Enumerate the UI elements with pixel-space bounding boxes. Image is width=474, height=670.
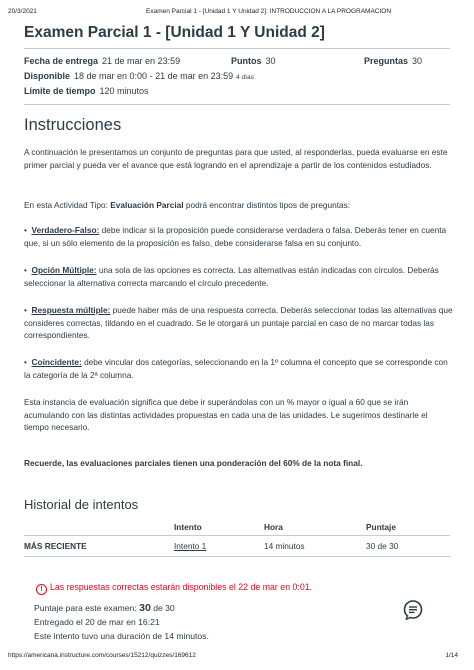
question-type-text: debe vincular dos categorías, seleccionando en la 1º columna el concepto que se corresponde con la categoría de la 2ª columna. <box>24 357 448 380</box>
page-number: 1/14 <box>445 652 458 659</box>
instructions-heading: Instrucciones <box>24 116 122 134</box>
column-header-score: Puntaje <box>366 522 396 532</box>
print-footer <box>8 652 466 662</box>
weighting-reminder-text: Recuerde, las evaluaciones parciales tienen una ponderación del 60% de la nota final. <box>24 458 363 468</box>
print-date: 20/3/2021 <box>8 8 37 15</box>
question-type-item: • Respuesta múltiple: puede haber más de una respuesta correcta. Deberás seleccionar todas las alternativas que consideres correctas, tildando en el cuadrado. Se le otorgará un puntaje parcial en caso de no marcar todas las correspondientes. <box>24 305 453 340</box>
quiz-score <box>34 602 175 614</box>
attempt-score: 30 de 30 <box>366 541 399 551</box>
question-type-item: • Opción Múltiple: una sola de las opciones es correcta. Las alternativas están indicadas con círculos. Deberás seleccionar la alternativa correcta marcando el círculo precedente. <box>24 265 439 288</box>
print-url: https://americana.instructure.com/courses/15212/quizzes/169612 <box>8 652 196 659</box>
available-label: Disponible <box>24 71 71 81</box>
points-row <box>231 56 276 66</box>
quiz-title: Examen Parcial 1 - [Unidad 1 Y Unidad 2] <box>24 24 325 41</box>
attempt-duration: Este intento tuvo una duración de 14 minutos. <box>34 631 209 641</box>
print-document-title: Examen Parcial 1 - [Unidad 1 Y Unidad 2]: INTRODUCCION A LA PROGRAMACION <box>146 8 392 15</box>
due-label: Fecha de entrega <box>24 56 99 66</box>
activity-prefix: En esta Actividad Tipo: <box>24 200 111 210</box>
passing-criteria: Esta instancia de evaluación significa que debe ir superándolas con un % mayor o igual a 60 que se irán acumulando con las distintas actividades propuestas en cada una de las unidades. Le sugerimos destinarle el tiempo necesario. <box>24 397 428 432</box>
question-type-text: debe indicar si la proposición puede considerarse verdadera o falsa. Deberás tener en cuenta que, si un sólo elemento de la proposición es falso, debe considerarse falsa en su conjunto. <box>24 225 447 248</box>
question-type-term: Verdadero-Falso: <box>31 225 100 235</box>
attempt-link[interactable]: Intento 1 <box>174 541 207 551</box>
due-date-row <box>24 56 180 66</box>
time-limit-value: 120 minutos <box>99 86 149 96</box>
score-value: 30 <box>139 602 151 614</box>
available-row <box>24 71 254 81</box>
points-value: 30 <box>265 56 276 66</box>
notice-text: Las respuestas correctas estarán disponibles el 22 de mar en 0:01. <box>50 582 313 592</box>
print-header <box>8 8 466 20</box>
table-row <box>24 536 450 557</box>
points-label: Puntos <box>231 56 262 66</box>
time-limit-label: Límite de tiempo <box>24 86 96 96</box>
question-type-item: • Verdadero-Falso: debe indicar si la proposición puede considerarse verdadera o falsa. Deberás tener en cuenta que, si un sólo elemento de la proposición es falso, debe considerarse falsa en su conjunto. <box>24 225 447 248</box>
due-value: 21 de mar en 23:59 <box>102 56 181 66</box>
attempt-time: 14 minutos <box>264 541 305 551</box>
available-value: 18 de mar en 0:00 - 21 de mar en 23:59 <box>74 71 234 81</box>
title-divider <box>24 48 450 49</box>
comment-bubble-icon[interactable] <box>402 599 424 621</box>
instructions-intro: A continuación le presentamos un conjunto de preguntas para que usted, al responderlas, pueda evaluarse en este primer parcial y pueda ver el avance que está logrando en el aprendizaje a partir de los contenidos estudiados. <box>24 147 448 170</box>
questions-row <box>364 56 422 66</box>
activity-type: Evaluación Parcial <box>110 200 184 210</box>
answers-availability-notice <box>36 582 312 595</box>
attempt-history-heading: Historial de intentos <box>24 497 139 512</box>
questions-value: 30 <box>412 56 423 66</box>
most-recent-label: MÁS RECIENTE <box>24 541 87 551</box>
warning-circle-icon: ! <box>36 584 47 595</box>
time-limit-row <box>24 86 149 96</box>
table-header <box>24 517 450 536</box>
column-header-attempt: Intento <box>174 522 202 532</box>
score-total: de 30 <box>153 603 175 613</box>
activity-suffix: podrá encontrar distintos tipos de preguntas: <box>183 200 351 210</box>
questions-label: Preguntas <box>364 56 409 66</box>
question-type-text: puede haber más de una respuesta correcta. Deberás seleccionar todas las alternativas que consideres correctas, tildando en el cuadrado. Se le otorgará un puntaje parcial en caso de no marcar todas las correspondientes. <box>24 305 453 340</box>
question-type-term: Coincidente: <box>31 357 82 367</box>
question-type-text: una sola de las opciones es correcta. Las alternativas están indicadas con círculos. Deberás seleccionar la alternativa correcta marcando el círculo precedente. <box>24 265 439 288</box>
activity-type-line <box>24 199 454 212</box>
submitted-at: Entregado el 20 de mar en 16:21 <box>34 617 160 627</box>
column-header-time: Hora <box>264 522 283 532</box>
weighting-reminder <box>24 457 454 470</box>
details-divider <box>24 104 450 105</box>
available-days: 4 días <box>236 74 254 81</box>
question-type-term: Respuesta múltiple: <box>31 305 111 315</box>
question-type-item: • Coincidente: debe vincular dos categorías, seleccionando en la 1º columna el concepto que se corresponde con la categoría de la 2ª columna. <box>24 357 448 380</box>
score-label: Puntaje para este examen: <box>34 603 137 613</box>
question-type-term: Opción Múltiple: <box>31 265 97 275</box>
